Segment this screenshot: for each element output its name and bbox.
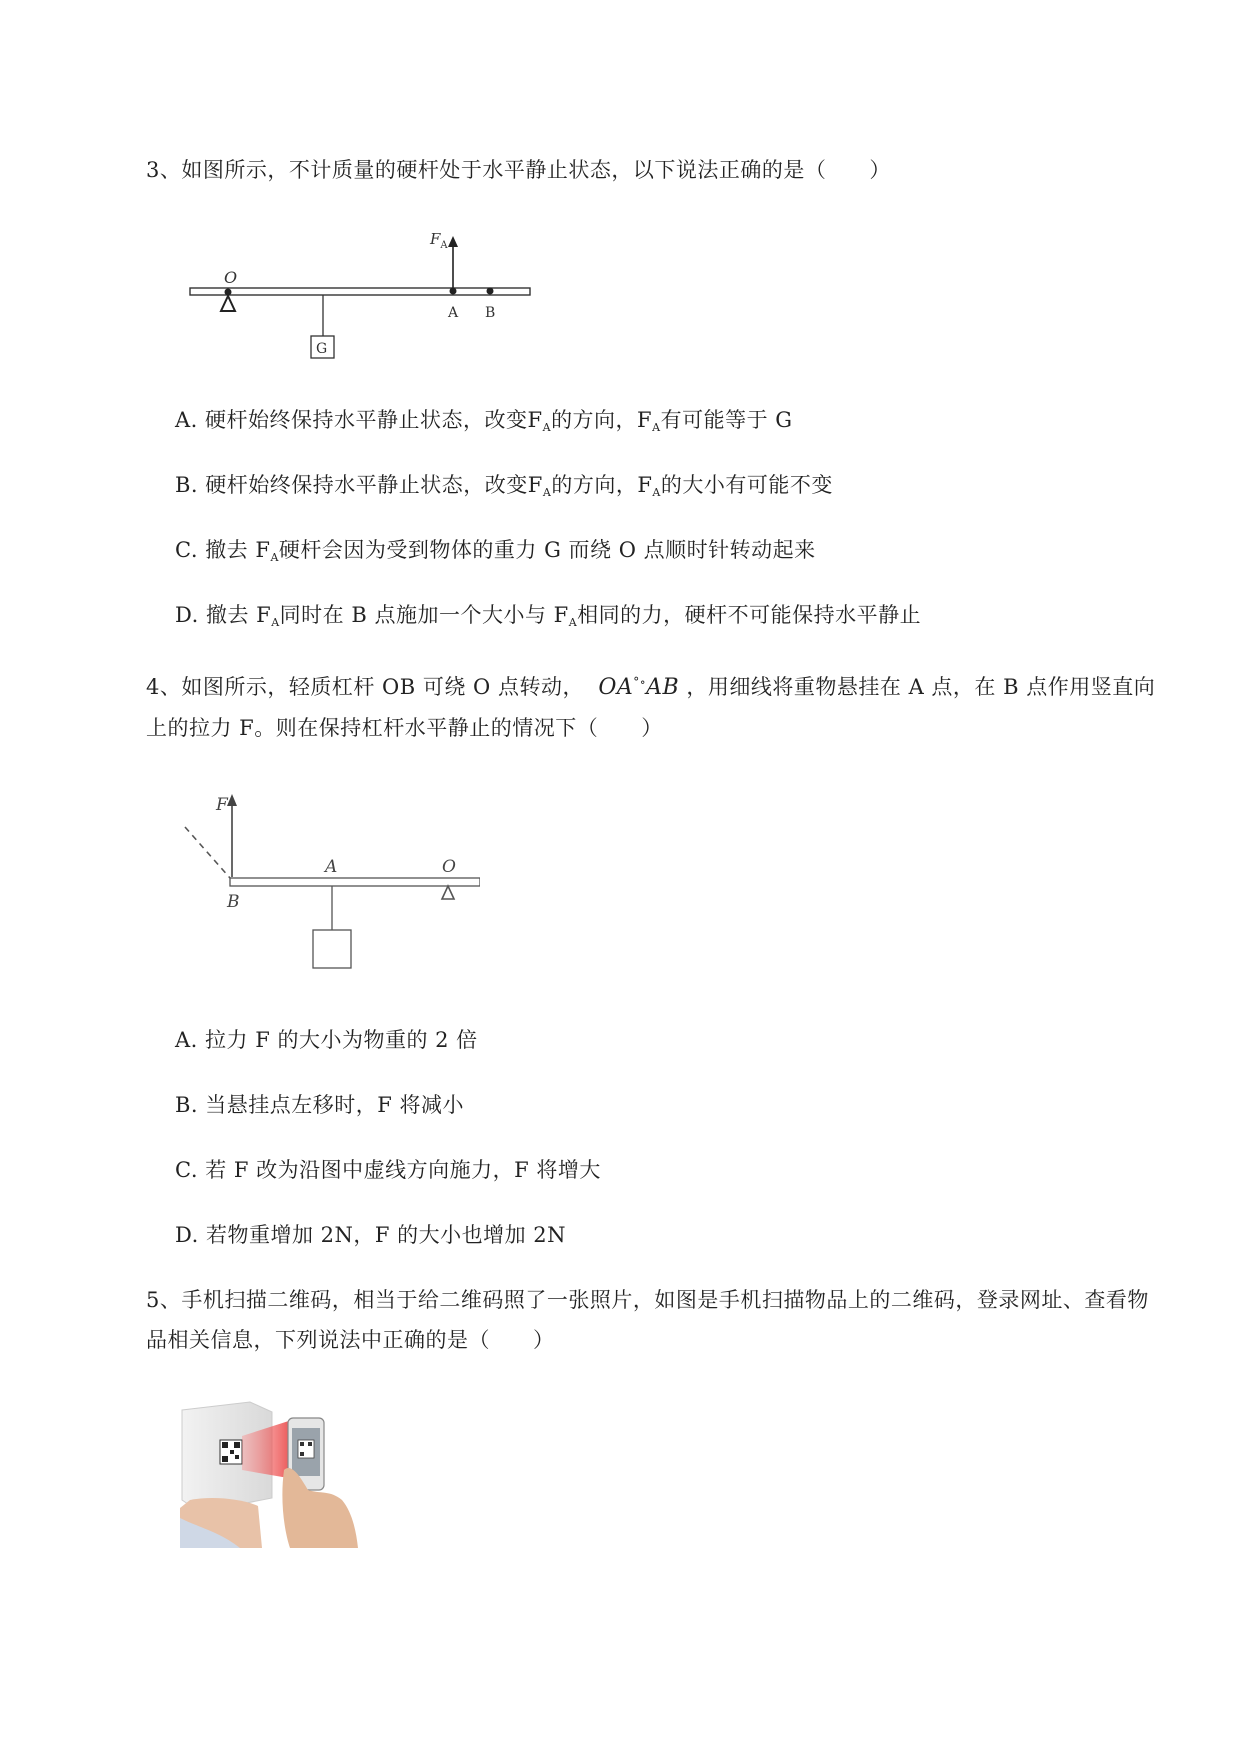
fulcrum-icon bbox=[442, 886, 454, 899]
qr-cell bbox=[308, 1442, 312, 1446]
rod bbox=[190, 288, 530, 295]
label-b: B bbox=[485, 305, 496, 321]
option-text: 撤去 F bbox=[205, 603, 272, 627]
qr-cell bbox=[235, 1455, 239, 1459]
subscript: A bbox=[652, 486, 661, 499]
option-letter: A. bbox=[175, 1028, 198, 1052]
question-text: 如图所示，不计质量的硬杆处于水平静止状态，以下说法正确的是（ ） bbox=[181, 158, 891, 182]
question-3-stem bbox=[146, 150, 1156, 190]
subscript: A bbox=[568, 616, 578, 629]
fulcrum-icon bbox=[221, 296, 235, 311]
option-text: 硬杆始终保持水平静止状态，改变F bbox=[205, 473, 543, 497]
label-o: O bbox=[224, 268, 238, 287]
weight-block bbox=[313, 930, 351, 968]
question-text: 手机扫描二维码，相当于给二维码照了一张照片，如图是手机扫描物品上的二维码，登录网址、查看物品相关信息，下列说法中正确的是（ ） bbox=[146, 1288, 1149, 1352]
label-a: A bbox=[325, 857, 338, 877]
qr-scan-illustration bbox=[180, 1400, 360, 1548]
label-fa: $F_A$ bbox=[430, 230, 448, 251]
option-text: 的大小有可能不变 bbox=[660, 473, 833, 497]
option-text: 若物重增加 2N，F 的大小也增加 2N bbox=[205, 1223, 567, 1247]
option-text: 有可能等于 G bbox=[660, 408, 793, 432]
point-b bbox=[487, 288, 494, 295]
option-letter: C. bbox=[175, 1158, 198, 1182]
option-text: 的方向，F bbox=[551, 408, 653, 432]
q4-option-a[interactable] bbox=[175, 1025, 478, 1055]
question-text: ，用细线将重物悬挂在 A 点，在 B 点作用竖直向上的拉力 F。则在保持杠杆水平静止的情况下（ ） bbox=[146, 675, 1156, 740]
qr-cell bbox=[230, 1450, 234, 1454]
label-g: G bbox=[316, 341, 328, 357]
label-b: B bbox=[227, 892, 240, 912]
arrowhead-icon bbox=[448, 236, 458, 247]
option-text: 的方向，F bbox=[551, 473, 653, 497]
qr-cell bbox=[300, 1452, 304, 1456]
subscript: A bbox=[542, 421, 552, 434]
lever-figure-q4 bbox=[180, 785, 480, 985]
label-a: A bbox=[448, 305, 459, 321]
option-text: 硬杆始终保持水平静止状态，改变F bbox=[205, 408, 543, 432]
dashed-force-line bbox=[185, 827, 230, 878]
q4-option-c[interactable] bbox=[175, 1155, 601, 1185]
arrowhead-icon bbox=[227, 794, 237, 806]
question-number: 5、 bbox=[146, 1288, 182, 1312]
point-a bbox=[450, 288, 457, 295]
subscript: A bbox=[542, 486, 552, 499]
qr-cell bbox=[222, 1456, 228, 1462]
option-text: 若 F 改为沿图中虚线方向施力，F 将增大 bbox=[205, 1158, 601, 1182]
q4-option-b[interactable] bbox=[175, 1090, 464, 1120]
subscript: A bbox=[271, 616, 280, 629]
option-text: 硬杆会因为受到物体的重力 G 而绕 O 点顺时针转动起来 bbox=[278, 538, 816, 562]
lever-diagram-2 bbox=[180, 785, 480, 985]
lever-figure-q3 bbox=[180, 230, 550, 370]
qr-scan-photo bbox=[180, 1400, 360, 1548]
q3-option-a[interactable] bbox=[175, 405, 793, 443]
subscript: A bbox=[652, 421, 661, 434]
option-letter: A. bbox=[175, 408, 198, 432]
formula-oa: OA bbox=[598, 675, 634, 700]
qr-cell bbox=[300, 1442, 304, 1446]
subscript: A bbox=[270, 551, 279, 564]
option-letter: D. bbox=[175, 1223, 199, 1247]
qr-cell bbox=[222, 1442, 228, 1448]
q3-option-c[interactable] bbox=[175, 535, 816, 573]
option-text: 当悬挂点左移时，F 将减小 bbox=[205, 1093, 465, 1117]
q3-option-b[interactable] bbox=[175, 470, 833, 508]
formula-mark: °∘ bbox=[633, 675, 647, 689]
question-4-stem bbox=[146, 662, 1156, 748]
option-letter: B. bbox=[175, 473, 199, 497]
option-letter: D. bbox=[175, 603, 199, 627]
label-f: F bbox=[216, 795, 228, 815]
lever-diagram bbox=[180, 230, 550, 370]
formula-ab: AB bbox=[646, 675, 680, 700]
question-number: 4、 bbox=[146, 675, 182, 699]
question-number: 3、 bbox=[146, 158, 182, 182]
option-text: 相同的力，硬杆不可能保持水平静止 bbox=[577, 603, 922, 627]
question-5-stem bbox=[146, 1280, 1156, 1360]
option-text: 撤去 F bbox=[205, 538, 271, 562]
option-letter: C. bbox=[175, 538, 198, 562]
q4-option-d[interactable] bbox=[175, 1220, 566, 1250]
option-text: 拉力 F 的大小为物重的 2 倍 bbox=[205, 1028, 478, 1052]
option-text: 同时在 B 点施加一个大小与 F bbox=[279, 603, 569, 627]
rod bbox=[230, 878, 480, 886]
question-text: 如图所示，轻质杠杆 OB 可绕 O 点转动， bbox=[181, 675, 584, 699]
option-letter: B. bbox=[175, 1093, 199, 1117]
q3-option-d[interactable] bbox=[175, 600, 921, 638]
label-o: O bbox=[442, 857, 456, 877]
qr-cell bbox=[234, 1442, 240, 1448]
